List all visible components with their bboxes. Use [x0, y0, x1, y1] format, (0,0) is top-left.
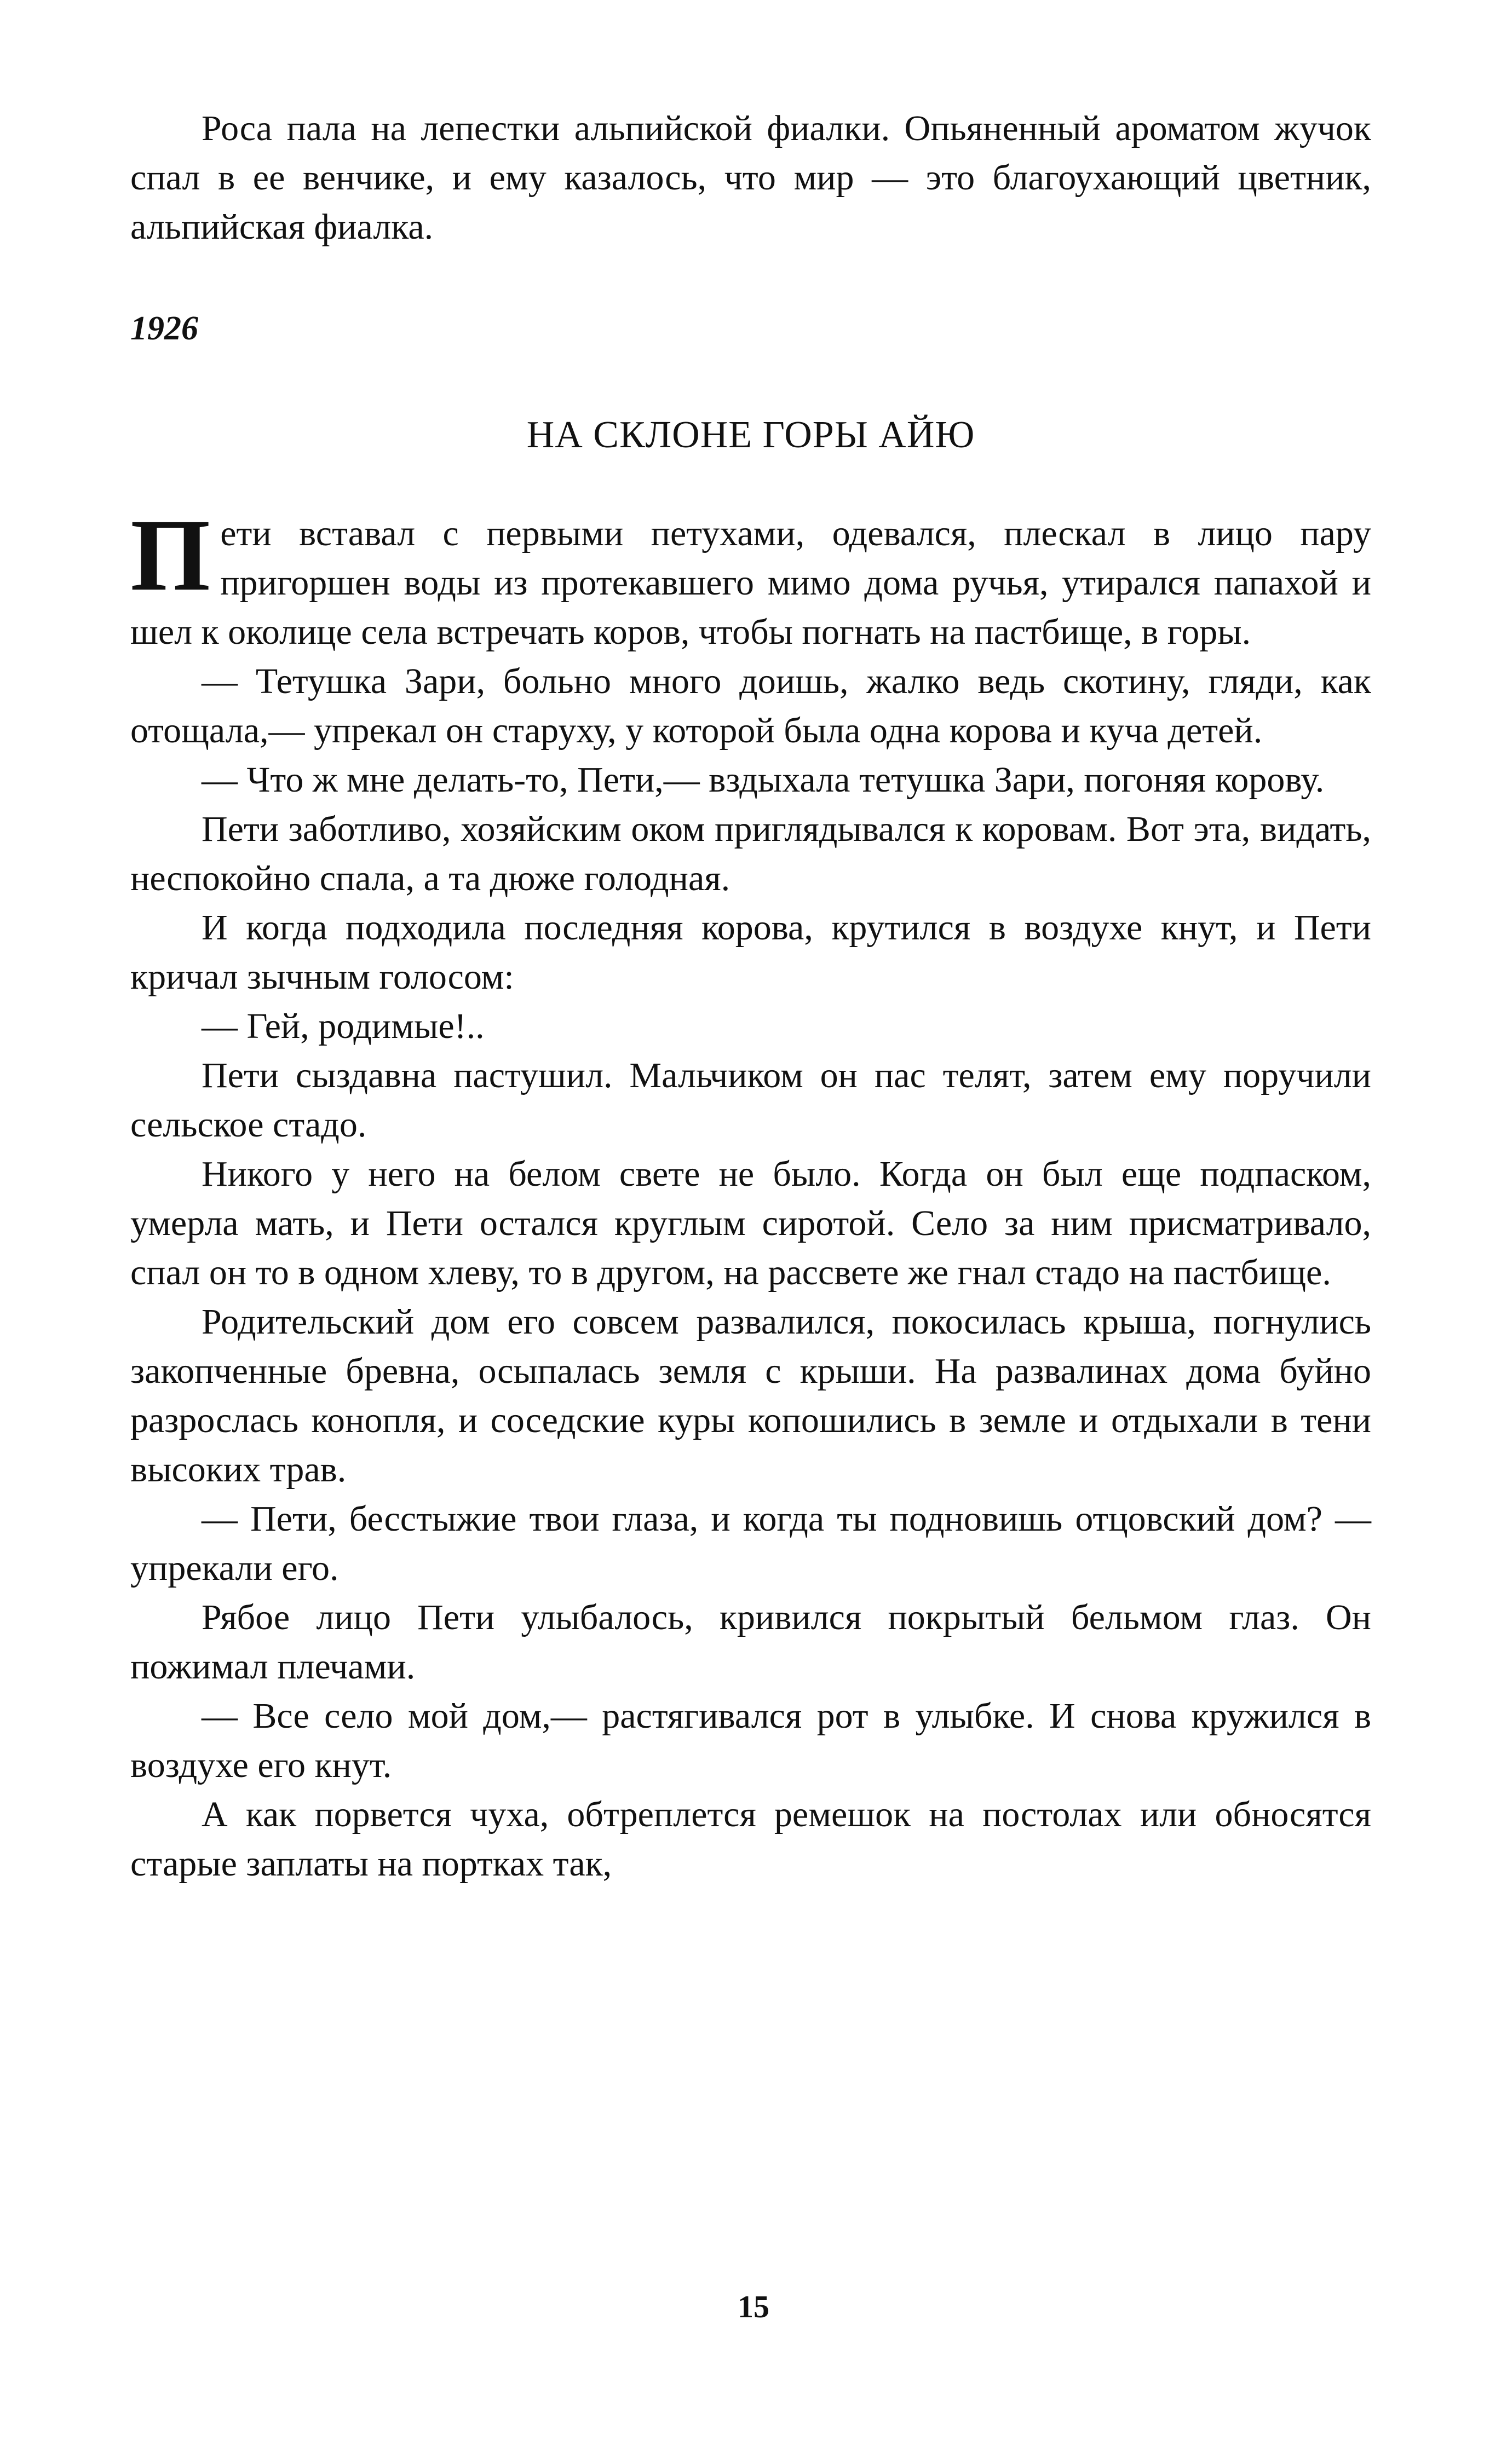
- paragraph: — Все село мой дом,— растягивался рот в улыбке. И снова кружился в воздухе его кнут.: [130, 1696, 1371, 1785]
- paragraph: Пети сыздавна пастушил. Мальчиком он пас телят, затем ему поручили сельское стадо.: [130, 1055, 1371, 1145]
- story-year: 1926: [130, 310, 198, 347]
- paragraph: Родительский дом его совсем развалился, покосилась крыша, погнулись закопченные бревна, осыпалась земля с крыши. На развалинах дома буйно разрослась конопля, и соседские куры копошились в земле и отдыхали в тени высоких трав.: [130, 1302, 1371, 1490]
- paragraph: — Тетушка Зари, больно много доишь, жалко ведь скотину, гляди, как отощала,— упрекал он старуху, у которой была одна корова и куча детей.: [130, 661, 1371, 751]
- paragraph: Никого у него на белом свете не было. Когда он был еще подпаском, умерла мать, и Пети остался круглым сиротой. Село за ним присматривало, спал он то в одном хлеву, то в другом, на рассвете же гнал стадо на пастбище.: [130, 1154, 1371, 1292]
- page-number: 15: [738, 2289, 769, 2324]
- first-paragraph: [130, 498, 1371, 657]
- paragraph: Пети заботливо, хозяйским оком приглядывался к коровам. Вот эта, видать, неспокойно спала, а та дюже голодная.: [130, 809, 1371, 898]
- drop-cap: П: [130, 498, 211, 612]
- paragraph: — Гей, родимые!..: [202, 1006, 485, 1046]
- first-paragraph-text: ети вставал с первыми петухами, одевался, плескал в лицо пару пригоршен воды из протекавшего мимо дома ручья, утирался папахой и шел к околице села встречать коров, чтобы погнать на пастбище, в горы.: [130, 513, 1371, 652]
- paragraph: Рябое лицо Пети улыбалось, кривился покрытый бельмом глаз. Он пожимал плечами.: [130, 1597, 1371, 1687]
- book-page: [130, 104, 1371, 1889]
- story-title: НА СКЛОНЕ ГОРЫ АЙЮ: [526, 414, 975, 456]
- paragraph: И когда подходила последняя корова, крутился в воздухе кнут, и Пети кричал зычным голосом:: [130, 908, 1371, 997]
- paragraph: А как порвется чуха, обтреплется ремешок на постолах или обносятся старые заплаты на портках так,: [130, 1794, 1371, 1884]
- paragraph: — Что ж мне делать-то, Пети,— вздыхала тетушка Зари, погоняя корову.: [202, 760, 1325, 800]
- intro-paragraph: Роса пала на лепестки альпийской фиалки. Опьяненный ароматом жучок спал в ее венчике, и ему казалось, что мир — это благоухающий цветник, альпийская фиалка.: [130, 108, 1371, 247]
- paragraph: — Пети, бесстыжие твои глаза, и когда ты подновишь отцовский дом? — упрекали его.: [130, 1499, 1371, 1588]
